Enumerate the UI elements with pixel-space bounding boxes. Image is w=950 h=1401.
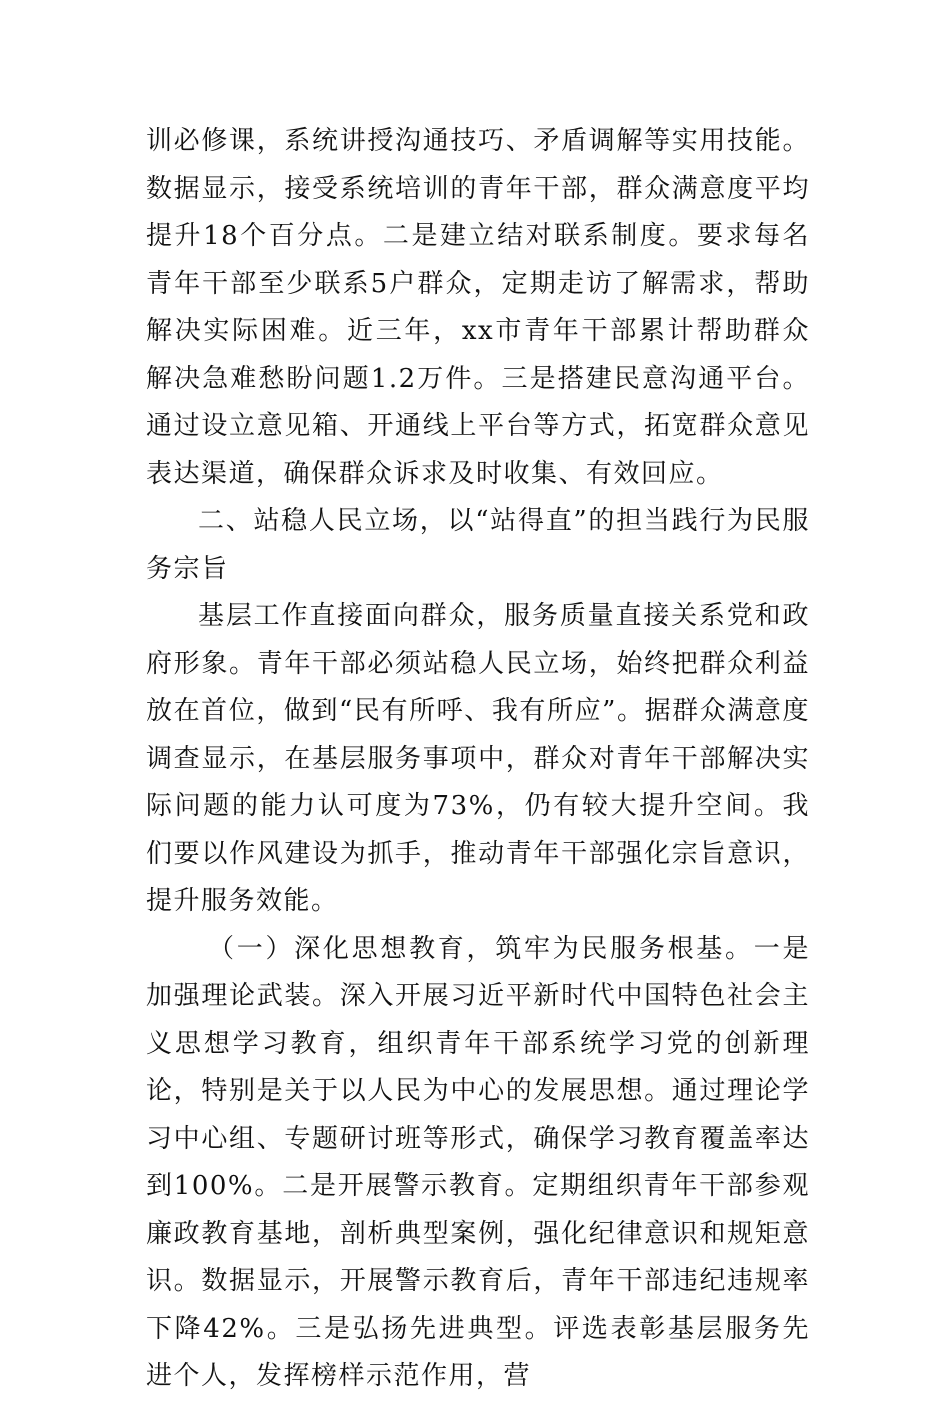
section-heading: 二、站稳人民立场，以“站得直”的担当践行为民服务宗旨	[146, 506, 810, 584]
document-body	[146, 118, 810, 1401]
paragraph-subsection-1: （一）深化思想教育，筑牢为民服务根基。一是加强理论武装。深入开展习近平新时代中国特色社会主义思想学习教育，组织青年干部系统学习党的创新理论，特别是关于以人民为中心的发展思想。通过理论学习中心组、专题研讨班等形式，确保学习教育覆盖率达到100%。二是开展警示教育。定期组织青年干部参观廉政教育基地，剖析典型案例，强化纪律意识和规矩意识。数据显示，开展警示教育后，青年干部违纪违规率下降42%。三是弘扬先进典型。评选表彰基层服务先进个人，发挥榜样示范作用，营	[146, 933, 810, 1391]
paragraph-section-intro: 基层工作直接面向群众，服务质量直接关系党和政府形象。青年干部必须站稳人民立场，始终把群众利益放在首位，做到“民有所呼、我有所应”。据群众满意度调查显示，在基层服务事项中，群众对青年干部解决实际问题的能力认可度为73%，仍有较大提升空间。我们要以作风建设为抓手，推动青年干部强化宗旨意识，提升服务效能。	[146, 601, 810, 916]
paragraph-continuation: 训必修课，系统讲授沟通技巧、矛盾调解等实用技能。数据显示，接受系统培训的青年干部，群众满意度平均提升18个百分点。二是建立结对联系制度。要求每名青年干部至少联系5户群众，定期走访了解需求，帮助解决实际困难。近三年，xx市青年干部累计帮助群众解决急难愁盼问题1.2万件。三是搭建民意沟通平台。通过设立意见箱、开通线上平台等方式，拓宽群众意见表达渠道，确保群众诉求及时收集、有效回应。	[146, 126, 810, 489]
